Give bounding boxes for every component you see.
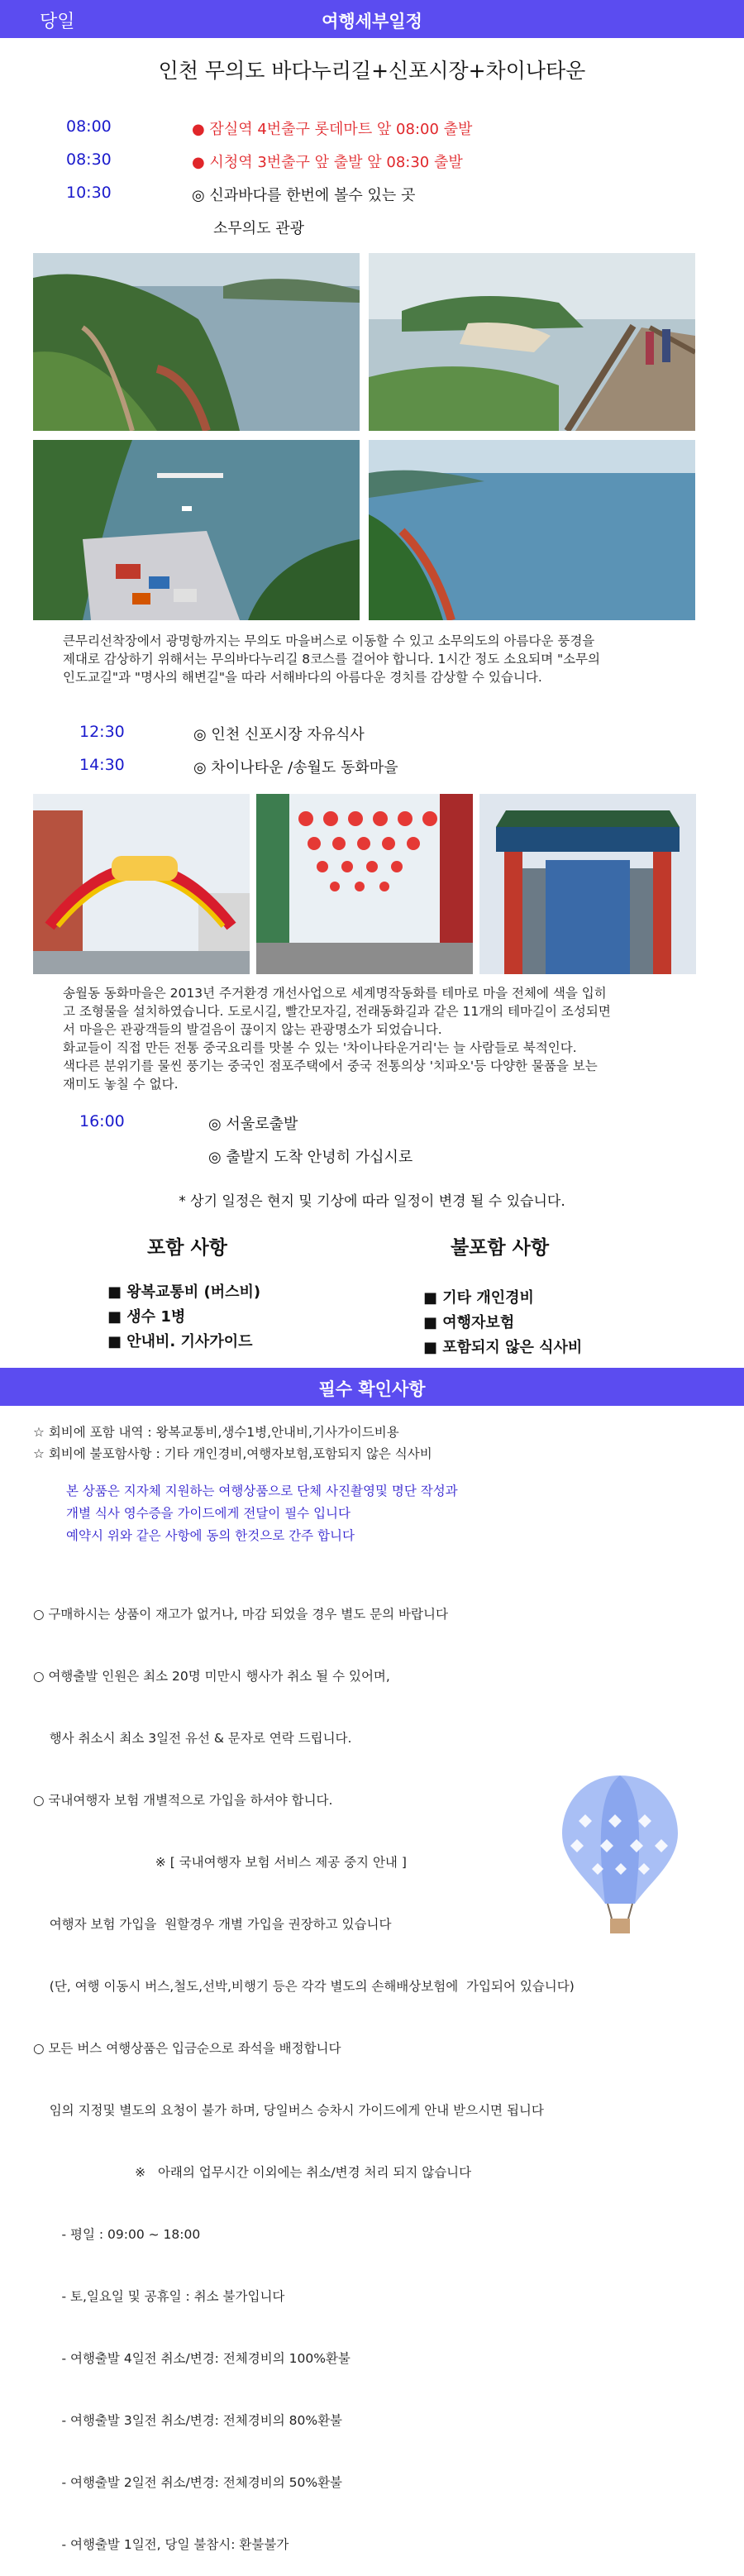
desc2-line: 송월동 동화마을은 2013년 주거환경 개선사업으로 세계명작동화를 테마로 마을 전체에 색을 입히 — [63, 986, 607, 1001]
fee-included-line: ☆ 회비에 포함 내역 : 왕복교통비,생수1병,안내비,기사가이드비용 — [33, 1425, 399, 1440]
event-1430: ◎ 차이나타운 /송월도 동화마을 — [193, 759, 398, 777]
desc2-line: 서 마을은 관광객들의 발걸음이 끊이지 않는 관광명소가 되었습니다. — [63, 1022, 442, 1037]
header-left-label: 당일 — [40, 12, 75, 32]
event-0800: ● 잠실역 4번출구 롯데마트 앞 08:00 출발 — [192, 121, 473, 138]
photo-red-lanterns — [256, 794, 473, 974]
rule-line: ○ 국내여행자 보험 개별적으로 가입을 하셔야 합니다. — [33, 1793, 333, 1808]
policy-line: 본 상품은 지자체 지원하는 여행상품으로 단체 사진촬영및 명단 작성과 — [66, 1484, 458, 1498]
desc1-line: 큰무리선착장에서 광명항까지는 무의도 마을버스로 이동할 수 있고 소무의도의 아름다운 풍경을 — [63, 633, 595, 648]
excluded-item: ■ 포함되지 않은 식사비 — [423, 1339, 583, 1356]
event-1030: ◎ 신과바다를 한번에 볼수 있는 곳 — [192, 187, 416, 204]
rule-line: - 여행출발 2일전 취소/변경: 전체경비의 50%환불 — [33, 2475, 343, 2490]
time-0800: 08:00 — [66, 117, 112, 136]
desc1-line: 제대로 감상하기 위해서는 무의바다누리길 8코스를 걸어야 합니다. 1시간 정도 소요되며 "소무의 — [63, 652, 601, 667]
rule-line: ○ 모든 버스 여행상품은 입금순으로 좌석을 배정합니다 — [33, 2041, 341, 2056]
rule-line: ※ [ 국내여행자 보험 서비스 제공 중지 안내 ] — [33, 1855, 407, 1870]
desc2-line: 색다른 분위기를 물씬 풍기는 중국인 점포주택에서 중국 전통의상 '치파오'등 다양한 물품을 보는 — [63, 1059, 598, 1073]
description-somuido — [63, 632, 691, 686]
excluded-item: ■ 기타 개인경비 — [423, 1289, 534, 1307]
desc2-line: 화교들이 직접 만든 전통 중국요리를 맛볼 수 있는 '차이나타운거리'는 늘 사람들로 북적인다. — [63, 1040, 577, 1055]
time-1430: 14:30 — [79, 756, 125, 774]
event-0830: ● 시청역 3번출구 앞 출발 앞 08:30 출발 — [192, 154, 463, 171]
desc2-line: 재미도 놓칠 수 없다. — [63, 1077, 179, 1092]
photo-harbor-aerial — [33, 440, 360, 620]
photo-beach-walkway — [369, 253, 695, 431]
included-item: ■ 안내비. 기사가이드 — [107, 1333, 253, 1350]
policy-line: 개별 식사 영수증을 가이드에게 전달이 필수 입니다 — [66, 1506, 351, 1521]
time-1600: 16:00 — [79, 1112, 125, 1130]
rule-line: - 여행출발 4일전 취소/변경: 전체경비의 100%환불 — [33, 2351, 351, 2366]
fee-excluded-line: ☆ 회비에 불포함사항 : 기타 개인경비,여행자보험,포함되지 않은 식사비 — [33, 1446, 432, 1461]
event-1230: ◎ 인천 신포시장 자유식사 — [193, 726, 365, 743]
time-0830: 08:30 — [66, 151, 112, 169]
policy-line: 예약시 위와 같은 사항에 동의 한것으로 간주 합니다 — [66, 1528, 355, 1543]
time-1230: 12:30 — [79, 723, 125, 741]
rule-line: 임의 지정및 별도의 요청이 불가 하며, 당일버스 승차시 가이드에게 안내 받으시면 됩니다 — [33, 2103, 544, 2118]
description-chinatown — [63, 984, 708, 1093]
excluded-item: ■ 여행자보험 — [423, 1314, 515, 1331]
included-item: ■ 왕복교통비 (버스비) — [107, 1283, 261, 1301]
must-check-title: 필수 확인사항 — [318, 1379, 426, 1399]
rule-line: ○ 여행출발 인원은 최소 20명 미만시 행사가 취소 될 수 있어며, — [33, 1669, 390, 1684]
photo-fairytale-gate — [33, 794, 250, 974]
rule-line: - 여행출발 1일전, 당일 불참시: 환불불가 — [33, 2537, 289, 2552]
rule-line: 행사 취소시 최소 3일전 유선 & 문자로 연락 드립니다. — [33, 1731, 352, 1746]
header-title: 여행세부일정 — [322, 12, 422, 31]
must-check-bar — [0, 1368, 744, 1406]
desc1-line: 인도교길"과 "명사의 해변길"을 따라 서해바다의 아름다운 경치를 감상할 수 있습니다. — [63, 670, 542, 685]
rule-line: - 토,일요일 및 공휴일 : 취소 불가입니다 — [33, 2289, 285, 2304]
time-1030: 10:30 — [66, 184, 112, 202]
rule-line: - 평일 : 09:00 ~ 18:00 — [33, 2227, 201, 2242]
photo-chinatown-gate — [479, 794, 696, 974]
photo-coast-cliff — [33, 253, 360, 431]
rule-line: - 여행출발 3일전 취소/변경: 전체경비의 80%환불 — [33, 2413, 343, 2428]
rules-list — [33, 1563, 711, 2576]
included-title: 포함 사항 — [147, 1237, 227, 1259]
hot-air-balloon-icon — [562, 1771, 678, 1937]
header-bar — [0, 0, 744, 38]
rule-line: 여행자 보험 가입을 원할경우 개별 가입을 권장하고 있습니다 — [33, 1917, 392, 1932]
desc2-line: 고 조형물을 설치하였습니다. 도로시길, 빨간모자길, 전래동화길과 같은 11개의 테마길이 조성되면 — [63, 1004, 611, 1019]
excluded-title: 불포함 사항 — [451, 1237, 550, 1259]
event-arrival: ◎ 출발지 도착 안녕히 가십시로 — [208, 1149, 413, 1166]
rule-line: ○ 구매하시는 상품이 재고가 없거나, 마감 되었을 경우 별도 문의 바랍니다 — [33, 1607, 448, 1622]
rule-line: (단, 여행 이동시 버스,철도,선박,비행기 등은 각각 별도의 손해배상보험에 가입되어 있습니다) — [33, 1979, 575, 1994]
rule-line: ※ 아래의 업무시간 이외에는 취소/변경 처리 되지 않습니다 — [33, 2165, 472, 2180]
event-1030-sub: 소무의도 관광 — [213, 220, 305, 237]
page-title: 인천 무의도 바다누리길+신포시장+차이나타운 — [158, 59, 586, 83]
included-item: ■ 생수 1병 — [107, 1308, 186, 1326]
event-1600: ◎ 서울로출발 — [208, 1116, 298, 1133]
photo-sea-coastline — [369, 440, 695, 620]
schedule-notice: * 상기 일정은 현지 및 기상에 따라 일정이 변경 될 수 있습니다. — [179, 1193, 565, 1210]
